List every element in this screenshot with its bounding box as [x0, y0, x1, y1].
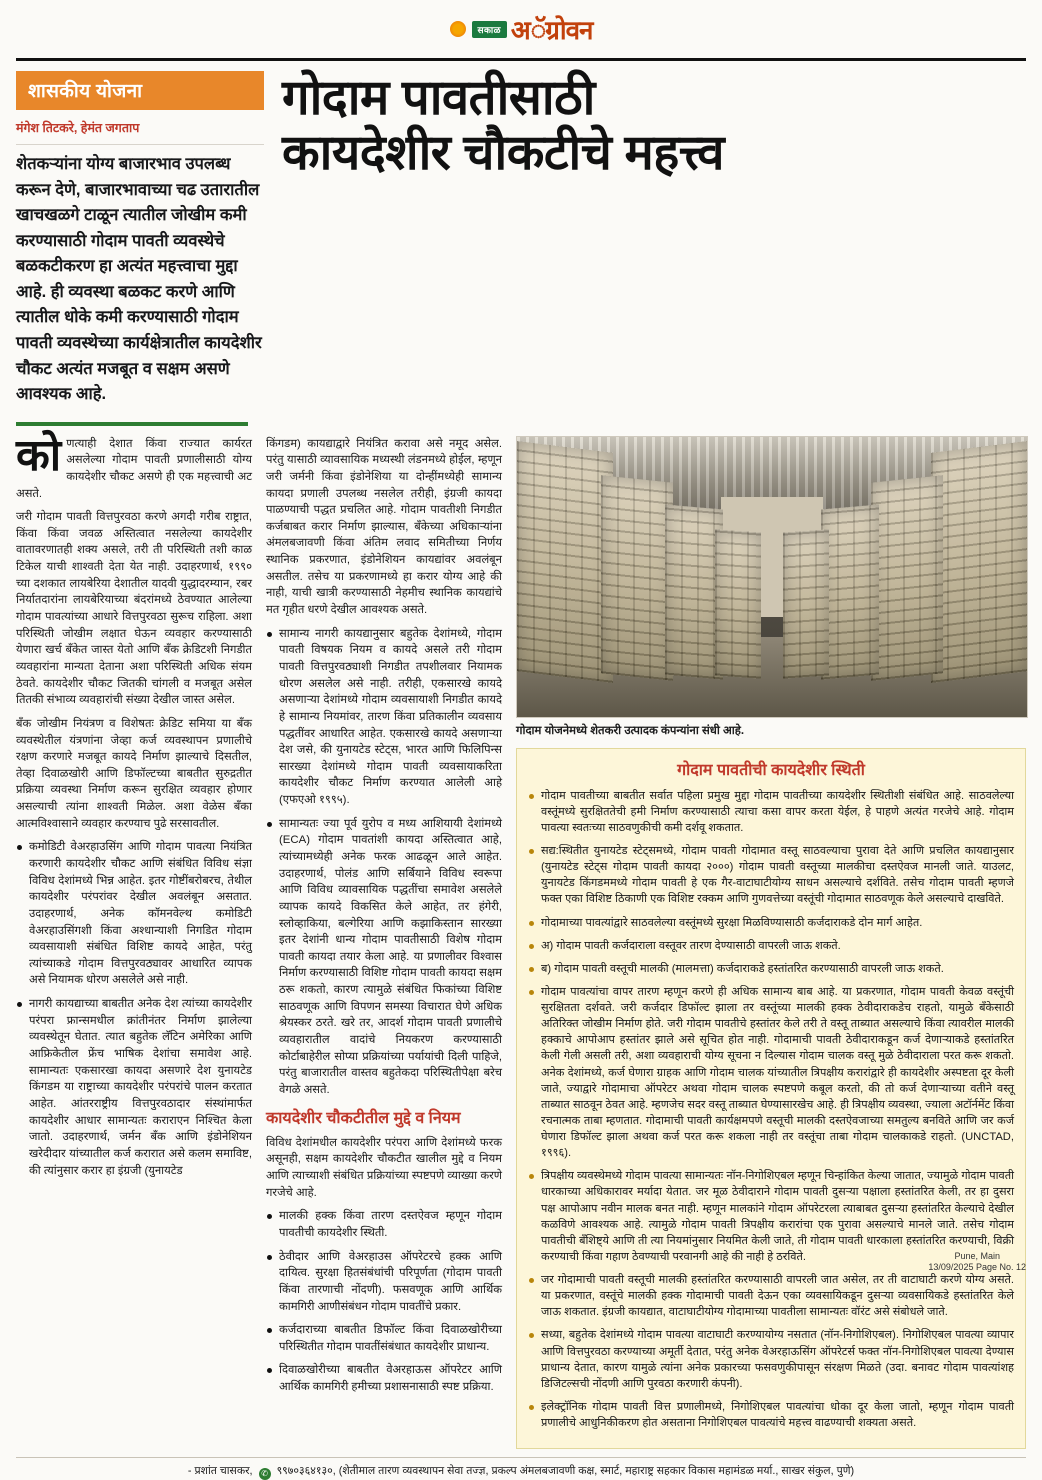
masthead: [0, 0, 1042, 58]
byline: मंगेश तिटकरे, हेमंत जगताप: [16, 119, 264, 145]
list-item: कमोडिटी वेअरहाउसिंग आणि गोदाम पावत्या नियंत्रित करणारी कायदेशीर चौकट आणि संबंधित विविध संज्ञा विविध देशांमध्ये भिन्न आहेत. इतर गोष्टींबरोबरच, तेथील कायदेशीर परंपरांवर देखील अवलंबून असतात. उदाहरणार्थ, अनेक कॉमनवेल्थ कमोडिटी वेअरहाउसिंगशी किंवा अश्धान्याशी निगडित गोदाम व्यवसायाशी संबंधित विशिष्ट कायदे आहेत, परंतु त्यांच्याकडे गोदाम वित्तपुरवठ्यावर आधारित व्यापक असे नियामक धोरण असलेले असे नाही.: [16, 839, 252, 989]
list-item: दिवाळखोरीच्या बाबतीत वेअरहाऊस ऑपरेटर आणि आर्थिक कामगिरी हमीच्या प्रशासनासाठी स्पष्ट प्रक्रिया.: [266, 1362, 502, 1395]
list-item: सध्या, बहुतेक देशांमध्ये गोदाम पावत्या वाटाघाटी करण्यायोग्य नसतात (नॉन-निगोशिएबल). निगोशिएबल पावत्या व्यापार आणि वित्तपुरवठा करण्याच्या अमूर्ती देतात, परंतु अनेक वेअरहाऊसिंग ऑपरेटर्स फक्त नॉन-निगोशिएबल पावत्या देण्यास प्राधान्य देतात, कारण यामुळे त्यांना अनेक प्रकारच्या फसवणुकीपासून संरक्षण मिळते (उदा. बनावट गोदाम पावत्यांशह डिजिटल्सची नोंदणी आणि पुरवठा करणारी कंपनी).: [528, 1327, 1014, 1392]
list-item: सामान्य नागरी कायद्यानुसार बहुतेक देशांमध्ये, गोदाम पावती विषयक नियम व कायदे असले तरी गोदाम पावती वित्तपुरवठ्याशी निगडीत तपशीलवार नियामक धोरण असलेल असे नाही. तरीही, एकसारखे कायदे असणाऱ्या देशांमध्ये गोदाम व्यवसायाशी निगडीत कायदे हे सामान्य नियमांवर, तारण किंवा प्रतिकालीन व्यवसाय पद्धतींवर आधारित आहेत. एकसारखे कायदे असणाऱ्या देश जसे, की युनायटेड स्टेट्स, भारत आणि फिलिपिन्स सारख्या देशांमध्ये गोदाम पावती व्यवसायाकरिता कायदेशीर चौकट निर्माण करण्यात आलेली आहे (एफएओ १९९५).: [266, 626, 502, 809]
section-tag: शासकीय योजना: [16, 71, 264, 110]
photo-caption: गोदाम योजनेमध्ये शेतकरी उत्पादक कंपन्यांना संधी आहे.: [516, 724, 745, 737]
list-item: नागरी कायद्याच्या बाबतीत अनेक देश त्यांच्या कायदेशीर परंपरा फ्रान्समधील क्रांतीनंतर निर्माण झालेल्या व्यवस्थेतून घेतात. त्यात बहुतेक लॅटिन अमेरिका आणि आफ्रिकेतील फ्रेंच भाषिक देशांचा समावेश आहे. सामान्यतः एकसारखा कायदा असणारे देश युनायटेड किंगडम या राष्ट्राच्या कायदेशीर परंपरांचे पालन करतात आहेत. आंतरराष्ट्रीय वित्तपुरवठादार संस्थांमार्फत कायदेशीर आधार सामान्यतः कराराएन निश्चित केला जातो. उदाहरणार्थ, जर्मन बँक आणि इंडोनेशियन खरेदीदार यांच्यातील कर्ज करारात असे कलम समाविष्ट, की त्यांनुसार करार हा इंग्रजी (युनायटेड: [16, 996, 252, 1179]
lede-paragraph: शेतकऱ्यांना योग्य बाजारभाव उपलब्ध करून देणे, बाजारभावाच्या चढ उतारातील खाचखळगे टाळून त्यातील जोखीम कमी करण्यासाठी गोदाम पावती व्यवस्थेचे बळकटीकरण हा अत्यंत महत्त्वाचा मुद्दा आहे. ही व्यवस्था बळकट करणे आणि त्यातील धोके कमी करण्यासाठी गोदाम पावती व्यवस्थेच्या कार्यक्षेत्रातील कायदेशीर चौकट अत्यंत मजबूत व सक्षम असणे आवश्यक आहे.: [16, 155, 262, 404]
subheading: कायदेशीर चौकटीतील मुद्दे व नियम: [266, 1109, 461, 1127]
sun-icon: [450, 21, 466, 37]
edition-date-page: 13/09/2025 Page No. 12: [928, 1262, 1026, 1273]
bullet-list: [16, 839, 252, 1179]
header-right: [264, 71, 1026, 181]
column-1: [16, 430, 252, 1450]
bullet-list: [266, 1208, 502, 1395]
grain-sack-stack: [517, 441, 613, 683]
article-body: [16, 430, 1026, 1450]
photo-block: [516, 436, 1026, 738]
publication-logo: [450, 11, 593, 47]
list-item: सामान्यतः ज्या पूर्व युरोप व मध्य आशियायी देशांमध्ये (ECA) गोदाम पावतांशी कायदा अस्तित्वात आहे, त्यांच्यामध्येही अनेक फरक आढळून आले आहेत. उदाहरणार्थ, पोलंड आणि सर्बियाने विविध स्वरूपा आणि विविध व्यावसायिक पद्धतींचा समावेश असलेले व्यापक कायदे विकसित केले आहेत, तर हंगेरी, स्लोव्हाकिया, बल्गेरिया आणि कझाकिस्तान सारख्या इतर देशांनी धान्य गोदाम पावतीसाठी विशेष गोदाम पावती कायदा तयार केला आहे. या प्रणालीवर विश्वास निर्माण करण्यासाठी विशिष्ट गोदाम पावती कायदा सक्षम ठरू शकतो, कारण त्यामुळे संबंधित फिकांच्या विशिष्ट साठवणूक आणि विपणन समस्या विचारात घेणे अधिक श्रेयस्कर ठरते. खरे तर, आदर्श गोदाम पावती प्रणालीचे व्यवहारातील वादांचे नियकरण करण्यासाठी कोर्टाबाहेरील सोप्या प्रक्रियांच्या पर्यायांची दिली पाहिजे, परंतु बाजारातील वास्तव बहुतेकदा परिस्थितीपेक्षा बरेच वेगळे असते.: [266, 816, 502, 1099]
info-box-list: [528, 788, 1014, 1432]
list-item: गोदाम पावत्यांचा वापर तारण म्हणून करणे ही अधिक सामान्य बाब आहे. या प्रकरणात, गोदाम पावती केवळ वस्तूंची सुरक्षितता दर्शवते. जरी कर्जदार डिफॉल्ट झाला तर वस्तूंच्या मालकी हक्क ठेवीदाराकडेच राहतो, यामुळे बँकेसाठी अतिरिक्त जोखीम निर्माण होते. जरी गोदाम पावतीचे हस्तांतर केले तरी ते वस्तू ताब्यात असल्याचे किंवा त्यावरील मालकी हक्काचे आपोआप हस्तांतर झाले असे सूचित होत नाही. गोदामाची पावती ठेवीदाराकडून कर्ज देणाऱ्याकडे हस्तांतरित केली गेली असली तरी, अशा व्यवहाराची योग्य सूचना न दिल्यास गोदाम चालक वस्तू मुळे ठेवीदाराला परत करू शकतो. अनेक देशांमध्ये, कर्ज घेणारा ग्राहक आणि गोदाम चालक यांच्यातील त्रिपक्षीय करारांद्वारे ही कायदेशीर अस्पष्टता दूर केली जाते, ज्याद्वारे गोदामाचा ऑपरेटर अथवा गोदाम चालक स्पष्टपणे कबूल करतो, की तो कर्ज देणाऱ्याच्या वतीने वस्तू ताब्यात साठवून ठेवत आहे. म्हणजेच सदर वस्तू ताब्यात घेण्यासारखेच आहे. ही त्रिपक्षीय व्यवस्था, ज्याला अटॉर्नमेंट किंवा रचनात्मक ताबा म्हणतात. गोदामाची पावती कार्यक्षमपणे वस्तूची मालकी दस्तऐवजाच्या समतुल्य बनविते आणि जर कर्ज घेणारा डिफॉल्ट झाला अथवा कर्ज परत करू शकला नाही तर वस्तूंचा ताबा गोदाम चालकाकडे राहतो. (UNCTAD, १९९६).: [528, 984, 1014, 1161]
paragraph: विविध देशांमधील कायदेशीर परंपरा आणि देशांमध्ये फरक असूनही, सक्षम कायदेशीर चौकटीत खालील मुद्दे व नियम आणि त्याच्याशी संबंधित प्रक्रियांच्या स्पष्टपणे व्याख्या करणे गरजेचे आहे.: [266, 1136, 502, 1199]
list-item: ठेवीदार आणि वेअरहाउस ऑपरेटरचे हक्क आणि दायित्व. सुरक्षा हितसंबंधांची परिपूर्णता (गोदाम पावती किंवा तारणाची नोंदणी). फसवणूक आणि आर्थिक कामगिरी आणीसंबंधन गोदाम पावतींचे प्रकार.: [266, 1249, 502, 1316]
author-name: - प्रशांत चासकर,: [187, 1465, 253, 1478]
paragraph: जरी गोदाम पावती वित्तपुरवठा करणे अगदी गरीब राष्ट्रात, किंवा किंवा जवळ अस्तित्वात नसलेल्या कायदेशीर वातावरणातही शक्य असले, तरी ती परिस्थिती तशी काळ टिकेल याची शाश्वती देता येत नाही. उदाहरणार्थ, १९९० च्या दशकात लायबेरिया देशातील यादवी युद्धादरम्यान, रबर निर्यातदारांना लायबेरियाच्या बंदरांमध्ये ठेवण्यात आलेल्या गोदाम पावत्यांच्या आधारे वित्तपुरवठा सुरूच राहिला. अशा परिस्थिती जोखीम लक्षात घेऊन व्यवहार करण्यासाठी येणारा खर्च बँकेत जास्त येतो आणि बँक क्रेडिटशी निगडीत व्यवहारांना मान्यता देताना अशा परिस्थिती अधिक संयम ठेवते. कायदेशीर चौकट जितकी चांगली व मजबूत असेल तितकी संभाव्य व्यवहारांची संख्या देखील जास्त असेल.: [16, 511, 252, 707]
headline-line-1: गोदाम पावतीसाठी: [282, 71, 595, 125]
paragraph: [16, 430, 252, 503]
list-item: त्रिपक्षीय व्यवस्थेमध्ये गोदाम पावत्या सामान्यतः नॉन-निगोशिएबल म्हणून चिन्हांकित केल्या जातात, ज्यामुळे गोदाम पावती धारकाच्या अधिकारावर मर्यादा येतात. जर मूळ ठेवीदाराने गोदाम पावती दुसऱ्या पक्षाला हस्तांतरित केली, तर हा दुसरा पक्ष आपोआप नवीन मालक बनत नाही. म्हणून मालकांने गोदाम ऑपरेटरला त्याबाबत दुसऱ्या हस्तांतरित केल्याचे देखील कळविणे आवश्यक आहे. त्यामुळे गोदाम पावती त्रिपक्षीय करारांचा एक पुरावा असल्याचे मानले जाते. तसेच गोदाम पावतीची बँशिष्ट्ये आणि ती त्या नियमांनुसार नियमित केली जाते, ती गोदाम पावती धारकाला हस्तांतरित करण्याची, विक्री करण्याची किंवा गहाण ठेवण्याची परवानगी आहे की नाही हे ठरविते.: [528, 1168, 1014, 1265]
list-item: ब) गोदाम पावती वस्तूची मालकी (मालमत्ता) कर्जदाराकडे हस्तांतरित करण्यासाठी वापरली जाऊ शकते.: [528, 961, 1014, 977]
grain-sack-stack: [715, 529, 761, 678]
list-item: अ) गोदाम पावती कर्जदाराला वस्तूवर तारण देण्यासाठी वापरली जाऊ शकते.: [528, 938, 1014, 954]
bullet-list: [266, 626, 502, 1099]
grain-sack-stack: [931, 441, 1027, 683]
masthead-badge: सकाळ: [472, 21, 507, 38]
headline-line-2: कायदेशीर चौकटीचे महत्त्व: [282, 125, 724, 180]
list-item: जर गोदामाची पावती वस्तूची मालकी हस्तांतरित करण्यासाठी वापरली जात असेल, तर ती वाटाघाटी करणे योग्य असते. या प्रकरणात, वस्तूंचे मालकी हक्क गोदामाची पावती देऊन एका व्यवसायिकडून दुसऱ्या व्यवसायिकडे हस्तांतरित केले जाऊ शकतात. इंग्रजी कायद्यात, वाटाघाटीयोग्य गोदामाच्या पावतीला सामान्यतः वॉरंट असे संबोधले जाते.: [528, 1272, 1014, 1320]
article-footer: [16, 1457, 1026, 1480]
grain-sack-stack: [871, 475, 943, 681]
edition-name: Pune, Main: [954, 1250, 1000, 1261]
drop-cap: को: [16, 430, 62, 480]
grain-sack-stack: [783, 529, 829, 678]
warehouse-photo: [516, 436, 1028, 718]
paragraph: बँक जोखीम नियंत्रण व विशेषतः क्रेडिट समिया या बँक व्यवस्थेतील यंत्रणांना जेव्हा कर्ज व्यवस्थापन प्रणालीचे रक्षण करणारे मजबूत कायदे निर्माण झाल्याचे दिसतील, तेव्हा दिवाळखोरी आणि डिफॉल्टच्या बाबतीत सुरुद्रतीत प्रक्रिया व्यवस्था निर्माण करून सुरक्षित व्यवहार होणार असल्याची त्यांना शाश्वती मिळेल. अशा वेळेस बँका आत्मविश्वासाने व्यवहार करण्याच पुढे सरसावतील.: [16, 717, 252, 830]
list-item: गोदाम पावतीच्या बाबतीत सर्वात पहिला प्रमुख मुद्दा गोदाम पावतीच्या कायदेशीर स्थितीशी संबंधित आहे. साठवलेल्या वस्तूंमध्ये सुरक्षिततेची हमी निर्माण करण्यासाठी त्याचा कसा वापर करता येईल, हे पाहणे अत्यंत गरजेचे आहे. गोदाम पावत्या स्वतःच्या साठवणुकीची कमी दर्शवू शकतात.: [528, 788, 1014, 836]
column-2: [266, 436, 502, 1450]
masthead-title: अॅग्रोवन: [510, 16, 593, 45]
grain-sack-stack: [601, 475, 673, 681]
list-item: कर्जदाराच्या बाबतीत डिफॉल्ट किंवा दिवाळखोरीच्या परिस्थितीत गोदाम पावतींसंबंधात कायदेशीर प्राधान्य.: [266, 1322, 502, 1355]
top-rule: [16, 58, 1026, 61]
phone-icon: ✆: [259, 1468, 271, 1480]
info-box-title: गोदाम पावतीची कायदेशीर स्थिती: [677, 761, 865, 779]
list-item: गोदामाच्या पावत्यांद्वारे साठवलेल्या वस्तूंमध्ये सुरक्षा मिळविण्यासाठी कर्जदाराकडे दोन मार्ग आहेत.: [528, 915, 1014, 931]
paragraph: किंगडम) कायद्याद्वारे नियंत्रित करावा असे नमूद असेल. परंतु यासाठी व्यावसायिक मध्यस्थी लंडनमध्ये होईल, म्हणून जरी जर्मनी किंवा इंडोनेशिया या दोन्हींमध्येही सामान्य कायदा प्रणाली उपलब्ध नसलेल तरीही, इंग्रजी कायदा पाळण्याची पद्धत प्रचलित आहे. गोदाम पावतीशी निगडीत कर्जबाबत करार निर्माण झाल्यास, बँकेच्या अधिकाऱ्यांना अंमलबजावणी किंवा अंतिम लवाद समितीच्या निर्णय स्थानिक प्रकरणात, इंडोनेशियन कायद्यांवर अवलंबून असतील. तसेच या प्रकरणामध्ये हा करार योग्य आहे की नाही, याची खात्री करण्यासाठी नेहमीच स्थानिक कायद्यांचे मत गृहीत धरणे देखील आवश्यक असते.: [266, 437, 502, 617]
article-header: [16, 71, 1026, 408]
green-divider: [16, 422, 248, 426]
grain-sack-stack: [821, 504, 879, 679]
edition-stamp: [928, 1251, 1026, 1274]
header-left: [16, 71, 264, 408]
author-affiliation: (शेतीमाल तारण व्यवस्थापन सेवा तज्ज्ञ, प्रकल्प अंमलबजावणी कक्ष, स्मार्ट, महाराष्ट्र सहकार विकास महामंडळ मर्या., साखर संकुल, पुणे): [338, 1465, 855, 1478]
column-3: [516, 436, 1026, 1450]
author-phone: ९९७०३६४१३०,: [276, 1465, 336, 1478]
info-box: [516, 748, 1026, 1450]
list-item: सद्य:स्थितीत युनायटेड स्टेट्समध्ये, गोदाम पावती गोदामात वस्तू साठवल्याचा पुरावा देते आणि प्रचलित कायद्यानुसार (युनायटेड स्टेट्स गोदाम पावती कायदा २०००) गोदाम पावती वस्तूच्या मालकीचा दस्तऐवज मानली जाते. याउलट, युनायटेड किंगडममध्ये गोदाम पावती हे एक गैर-वाटाघाटीयोग्य साधन असल्याचे दर्शविते. तसेच गोदाम पावती म्हणजे फक्त एका विशिष्ट ठिकाणी एक विशिष्ट रक्कम आणि गुणवत्तेच्या वस्तूंची गोदामात साठवणूक केले असल्याचे दाखविते.: [528, 843, 1014, 908]
list-item: इलेक्ट्रॉनिक गोदाम पावती वित्त प्रणालीमध्ये, निगोशिएबल पावत्यांचा धोका दूर केला जातो, म्हणून गोदाम पावती प्रणालीचे आधुनिकीकरण होत असताना निगोशिएबल पावत्यांचे महत्त्व वाढण्याची शक्यता असते.: [528, 1399, 1014, 1431]
paragraph-text: णत्याही देशात किंवा राज्यात कार्यरत असलेल्या गोदाम पावती प्रणालीसाठी योग्य कायदेशीर चौकट असणे ही एक महत्त्वाची अट असते.: [16, 437, 252, 500]
list-item: मालकी हक्क किंवा तारण दस्तऐवज म्हणून गोदाम पावतीची कायदेशीर स्थिती.: [266, 1208, 502, 1241]
